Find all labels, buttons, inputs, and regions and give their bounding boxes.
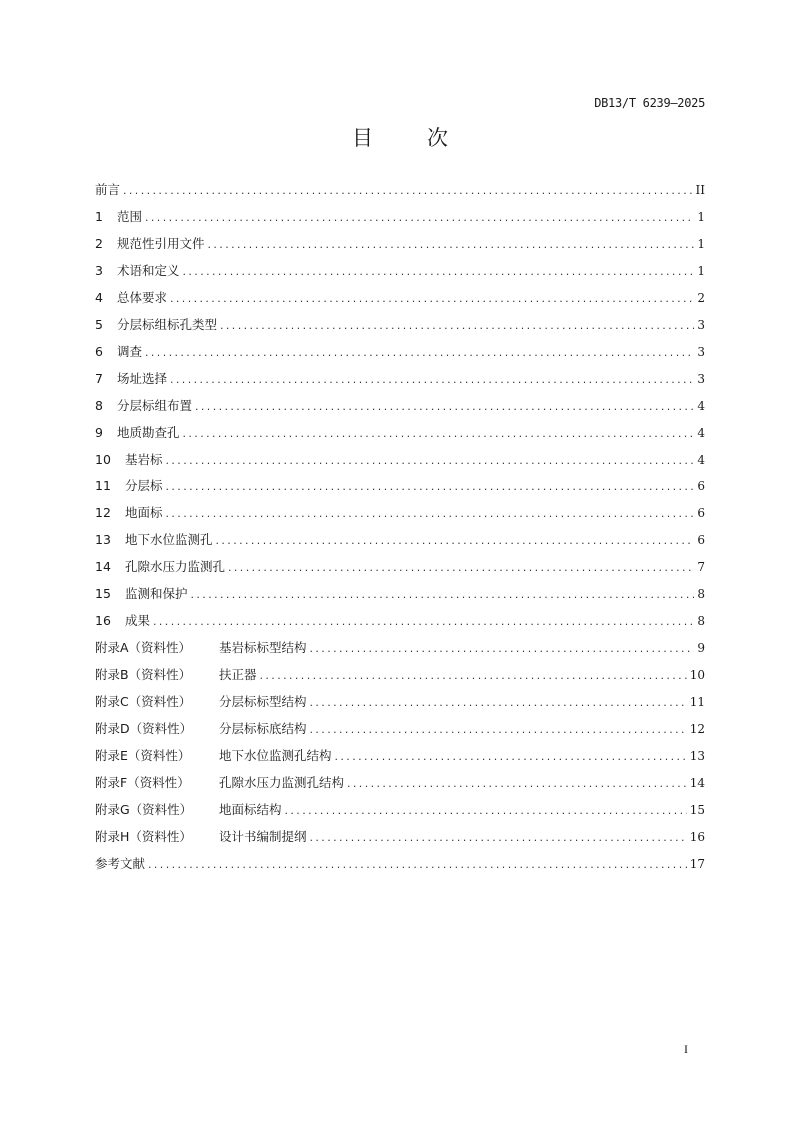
toc-entry-title: 设计书编制提纲 [219,828,307,844]
toc-entry-page: 14 [689,775,705,790]
toc-entry-page: 17 [689,856,705,871]
dot-leader [170,292,694,305]
dot-leader [310,696,687,709]
dot-leader [310,723,687,736]
toc-entry-page: 2 [697,290,705,305]
dot-leader [170,373,694,386]
toc-entry-number: 附录G（资料性） [95,801,193,817]
toc-entry-title: 参考文献 [95,855,146,871]
toc-entry-page: 6 [697,533,705,548]
toc-entry[interactable] [95,476,705,503]
dot-leader [123,184,693,197]
toc-entry-number: 4 [95,289,103,305]
toc-entry-number: 9 [95,424,103,440]
dot-leader [228,561,694,574]
dot-leader [145,211,694,224]
toc-entry[interactable] [95,854,705,881]
toc-entry[interactable] [95,315,705,342]
toc-entry-page: 6 [697,479,705,494]
page-number: I [684,1042,688,1056]
toc-entry-title: 分层标组布置 [117,397,193,413]
toc-entry-number: 8 [95,397,103,413]
dot-leader [347,777,687,790]
toc-entry[interactable] [95,665,705,692]
toc-entry-page: 15 [689,802,705,817]
toc-entry[interactable] [95,503,705,530]
toc-entry-number: 13 [95,532,111,548]
toc-entry[interactable] [95,288,705,315]
toc-entry-title: 调查 [117,343,143,359]
toc-entry[interactable] [95,557,705,584]
toc-entry-number: 附录B（资料性） [95,667,192,683]
toc-entry-number: 16 [95,613,111,629]
toc-entry-title: 地下水位监测孔 [125,532,213,548]
toc-entry[interactable] [95,611,705,638]
toc-entry[interactable] [95,423,705,450]
title-char: 次 [427,126,448,150]
dot-leader [260,669,687,682]
toc-entry-title: 地质勘查孔 [117,424,180,440]
toc-entry[interactable] [95,800,705,827]
dot-leader [195,400,694,413]
toc-entry-page: 1 [697,236,705,251]
toc-entry-number: 3 [95,262,103,278]
toc-entry-title: 分层标组标孔类型 [117,316,218,332]
toc-entry[interactable] [95,207,705,234]
toc-entry-page: 6 [697,506,705,521]
toc-entry-number: 附录C（资料性） [95,694,192,710]
toc-entry[interactable] [95,692,705,719]
toc-entry-title: 孔隙水压力监测孔结构 [219,774,345,790]
toc-entry-title: 孔隙水压力监测孔 [125,559,226,575]
toc-entry-page: 9 [697,641,705,656]
toc-entry[interactable] [95,773,705,800]
toc-entry-number: 附录F（资料性） [95,774,190,790]
toc-entry[interactable] [95,827,705,854]
toc-entry-number: 14 [95,559,111,575]
toc-entry-number: 5 [95,316,103,332]
toc-entry-page: 4 [697,452,705,467]
toc-entry-number: 附录E（资料性） [95,748,191,764]
toc-entry[interactable] [95,584,705,611]
toc-entry[interactable] [95,450,705,477]
toc-entry-page: 16 [689,829,705,844]
toc-entry[interactable] [95,342,705,369]
toc-entry-title: 地面标 [125,505,163,521]
toc-entry-title: 场址选择 [117,370,168,386]
dot-leader [166,507,695,520]
toc-entry-title: 分层标标型结构 [219,694,307,710]
toc-entry-title: 分层标标底结构 [219,721,307,737]
toc-entry[interactable] [95,396,705,423]
toc-entry-title: 地面标结构 [219,801,282,817]
toc-entry-title: 扶正器 [219,667,257,683]
toc-entry-page: 8 [697,614,705,629]
dot-leader [310,831,687,844]
toc-entry[interactable] [95,719,705,746]
dot-leader [285,804,687,817]
toc-entry[interactable] [95,530,705,557]
toc-entry-title: 总体要求 [117,289,168,305]
dot-leader [335,750,687,763]
dot-leader [148,858,687,871]
toc-entry-number: 2 [95,235,103,251]
toc-entry-page: 1 [697,209,705,224]
toc-entry-title: 前言 [95,182,121,197]
toc-entry-title: 监测和保护 [125,586,188,602]
toc-entry-number: 7 [95,370,103,386]
toc-entry-page: 3 [697,317,705,332]
toc-entry-page: 13 [689,749,705,764]
dot-leader [208,238,695,251]
toc-entry-number: 6 [95,343,103,359]
dot-leader [183,265,695,278]
toc-entry-title: 地下水位监测孔结构 [219,748,332,764]
toc-entry-page: 4 [697,398,705,413]
toc-entry-page: 11 [689,695,705,710]
toc-entry-number: 15 [95,586,111,602]
toc-entry-number: 11 [95,478,111,494]
toc-entry-title: 范围 [117,208,143,224]
dot-leader [153,615,694,628]
toc-entry[interactable] [95,261,705,288]
table-of-contents [95,180,705,881]
toc-entry-title: 分层标 [125,478,163,494]
dot-leader [166,480,695,493]
toc-entry-page: 1 [697,263,705,278]
toc-entry-number: 附录A（资料性） [95,640,192,656]
toc-entry-title: 规范性引用文件 [117,235,205,251]
dot-leader [191,588,695,601]
dot-leader [183,427,695,440]
dot-leader [166,454,695,467]
toc-entry-page: 4 [697,425,705,440]
toc-entry-page: 10 [689,668,705,683]
toc-entry-title: 基岩标 [125,451,163,467]
dot-leader [310,642,695,655]
document-number: DB13/T 6239—2025 [594,96,705,110]
toc-entry-page: 3 [697,344,705,359]
dot-leader [220,319,694,332]
toc-entry-title: 基岩标标型结构 [219,640,307,656]
toc-entry-title: 成果 [125,613,151,629]
toc-entry-number: 附录H（资料性） [95,828,192,844]
dot-leader [145,346,694,359]
toc-entry-page: II [695,183,705,197]
title-char: 目 [352,126,373,150]
toc-entry-number: 1 [95,208,103,224]
toc-entry-page: 12 [689,722,705,737]
page-title [0,122,800,152]
toc-entry-page: 3 [697,371,705,386]
toc-entry[interactable] [95,369,705,396]
toc-entry-title: 术语和定义 [117,262,180,278]
toc-entry-page: 8 [697,587,705,602]
toc-entry[interactable] [95,234,705,261]
toc-entry[interactable] [95,746,705,773]
toc-entry-number: 10 [95,451,111,467]
toc-entry-page: 7 [697,560,705,575]
toc-entry[interactable] [95,638,705,665]
dot-leader [216,534,695,547]
toc-entry[interactable] [95,180,705,207]
toc-entry-number: 附录D（资料性） [95,721,193,737]
toc-entry-number: 12 [95,505,111,521]
